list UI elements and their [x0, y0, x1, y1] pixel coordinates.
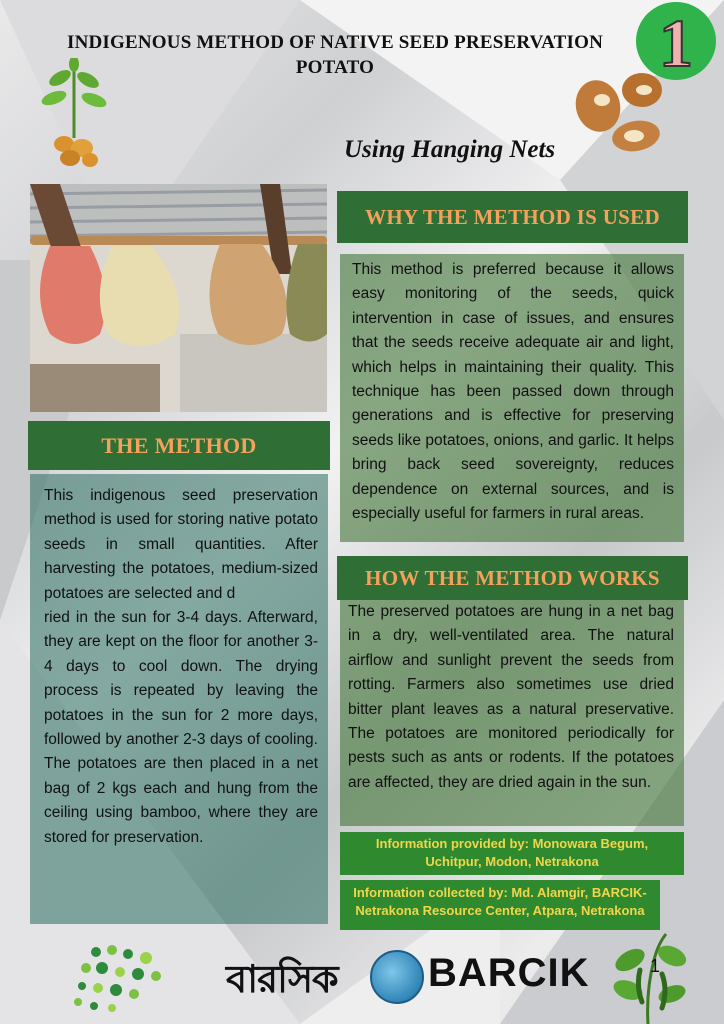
- why-panel: [340, 254, 684, 542]
- hanging-nets-photo: [30, 184, 327, 412]
- title-line-2: POTATO: [295, 57, 375, 78]
- badge-number: 1: [659, 5, 693, 81]
- why-body: This method is preferred because it allows easy monitoring of the seeds, quick intervention in case of issues, and ensures that the seeds receive adequate air and light, which helps in maintaining their quality. This technique has been passed down through generations and is effective for preserving seeds like potatoes, onions, and garlic. It helps bring back seed sovereignty, reduces dependence on external sources, and is especially useful for farmers in rural areas.: [352, 261, 674, 523]
- bengali-logo-text: বারসিক: [226, 959, 338, 1001]
- photo-illustration: [30, 184, 327, 412]
- potatoes-icon: [572, 70, 672, 158]
- page-badge: [636, 2, 716, 80]
- dots-logo-icon: [72, 944, 168, 1014]
- how-heading: HOW THE METHOD WORKS: [337, 556, 688, 600]
- info-provided-line2: Uchitpur, Modon, Netrakona: [425, 854, 599, 869]
- why-heading: WHY THE METHOD IS USED: [337, 191, 688, 243]
- method-heading: THE METHOD: [28, 421, 330, 470]
- method-panel: [30, 474, 328, 924]
- info-provided: [340, 832, 684, 875]
- method-body-part2: ried in the sun for 3-4 days. Afterward, they are kept on the floor for another 3-4 days to cool down. The drying process is repeated by leaving the potatoes in the sun for 2 more days, followed by another 2-3 days of cooling. The potatoes are then placed in a net bag of 2 kgs each and hung from the ceiling using bamboo, where they are stored for preservation.: [44, 609, 318, 846]
- info-collected: [340, 880, 660, 930]
- subtitle: Using Hanging Nets: [344, 136, 556, 163]
- potato-plant-icon: [30, 58, 120, 170]
- method-body-part1: This indigenous seed preservation method is used for storing native potato seeds in small quantities. After harvesting the potatoes, medium-sized potatoes are selected and d: [44, 487, 318, 602]
- page-number: 1: [650, 956, 661, 976]
- how-body: The preserved potatoes are hung in a net bag in a dry, well-ventilated area. The natural airflow and sunlight prevent the seeds from rotting. Farmers also sometimes use dried bitter plant leaves as a natural preservative. The potatoes are monitored periodically for pests such as ants or rodents. If the potatoes are affected, they are dried again in the sun.: [348, 603, 674, 791]
- how-panel: [340, 600, 684, 826]
- info-provided-line1: Information provided by: Monowara Begum,: [375, 836, 649, 851]
- barcik-logo-text: BARCIK: [428, 951, 590, 995]
- barcik-globe-logo: [370, 950, 424, 1004]
- info-collected-line1: Information collected by: Md. Alamgir, BARCIK-: [353, 885, 647, 900]
- title-line-1: INDIGENOUS METHOD OF NATIVE SEED PRESERVATION: [66, 32, 604, 53]
- info-collected-line2: Netrakona Resource Center, Atpara, Netrakona: [355, 903, 645, 918]
- bean-plant-icon: [606, 930, 690, 1024]
